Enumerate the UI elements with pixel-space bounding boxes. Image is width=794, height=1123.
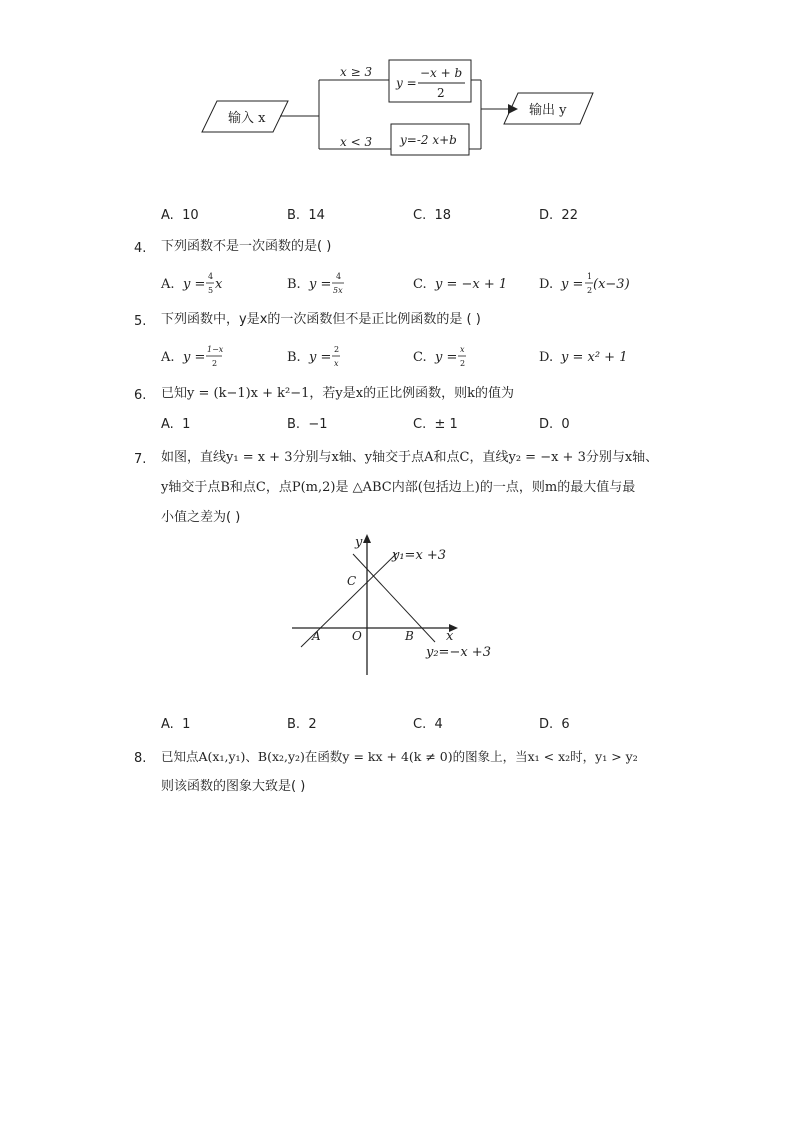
svg-text:2: 2 — [460, 359, 466, 368]
svg-text:y =: y = — [309, 350, 332, 365]
y-axis-label: y — [355, 535, 363, 550]
svg-text:A.: A. — [161, 350, 175, 365]
point-a-label: A — [312, 629, 321, 643]
question-number: 6. — [134, 388, 147, 403]
option-c[interactable]: C. 4 — [413, 717, 443, 732]
point-c-label: C — [347, 574, 357, 588]
option-c[interactable]: C. 18 — [413, 208, 452, 223]
svg-text:y =: y = — [183, 277, 206, 292]
svg-text:C.: C. — [413, 277, 427, 292]
option-c[interactable]: C. ± 1 — [413, 417, 458, 432]
coordinate-graph — [0, 530, 794, 690]
question-number: 8. — [134, 751, 147, 766]
svg-text:x: x — [460, 345, 465, 354]
svg-text:2: 2 — [212, 359, 218, 368]
svg-text:4: 4 — [208, 272, 214, 281]
option-d[interactable]: D. 6 — [539, 717, 570, 732]
line-y1-label: y₁=x +3 — [392, 548, 447, 563]
svg-text:B.: B. — [287, 277, 301, 292]
line-y2 — [353, 554, 435, 642]
svg-text:(x−3): (x−3) — [593, 277, 630, 292]
svg-text:y =: y = — [183, 350, 206, 365]
svg-text:y =: y = — [561, 277, 584, 292]
svg-text:2: 2 — [587, 286, 593, 295]
svg-text:y =: y = — [435, 350, 458, 365]
origin-label: O — [352, 629, 362, 643]
svg-text:D.: D. — [539, 277, 554, 292]
question-line-2: 则该函数的图象大致是( ) — [161, 779, 306, 794]
q5-options — [0, 341, 794, 371]
q4-options — [0, 268, 794, 298]
option-a[interactable] — [160, 345, 224, 368]
point-b-label: B — [405, 629, 414, 643]
option-d[interactable] — [539, 272, 630, 295]
output-label: 输出 y — [529, 103, 567, 118]
svg-text:A.: A. — [161, 277, 175, 292]
option-a[interactable] — [160, 272, 223, 295]
option-b[interactable] — [287, 272, 344, 295]
option-a[interactable]: A. 1 — [161, 717, 191, 732]
question-number: 5. — [134, 314, 147, 329]
svg-text:4: 4 — [336, 272, 342, 281]
svg-text:D.: D. — [539, 350, 554, 365]
option-b[interactable] — [287, 345, 340, 368]
question-line-1: 已知点A(x₁,y₁)、B(x₂,y₂)在函数y = kx + 4(k ≠ 0)的图象上，当x₁ < x₂时，y₁ > y₂ — [161, 749, 638, 764]
condition-top: x ≥ 3 — [340, 65, 373, 79]
option-a[interactable]: A. 1 — [161, 417, 191, 432]
svg-text:x: x — [215, 277, 223, 292]
option-d[interactable]: D. 22 — [539, 208, 578, 223]
box-top-numerator: −x + b — [420, 66, 463, 80]
question-line-3: 小值之差为( ) — [161, 510, 241, 525]
svg-text:1: 1 — [587, 272, 593, 281]
option-d[interactable]: D. 0 — [539, 417, 570, 432]
question-stem: 下列函数不是一次函数的是( ) — [161, 239, 332, 254]
question-stem: 下列函数中，y是x的一次函数但不是正比例函数的是 ( ) — [161, 312, 481, 327]
svg-text:C.: C. — [413, 350, 427, 365]
y-axis-arrow — [363, 534, 371, 543]
box-bottom-formula: y=-2 x+b — [400, 133, 457, 147]
box-top-denominator: 2 — [437, 86, 445, 100]
svg-text:y = x² + 1: y = x² + 1 — [561, 350, 628, 365]
flowchart — [0, 0, 794, 200]
svg-text:5x: 5x — [333, 286, 343, 295]
question-line-1: 如图，直线y₁ = x + 3分别与x轴、y轴交于点A和点C，直线y₂ = −x + 3分别与x轴、 — [161, 450, 659, 465]
option-a[interactable]: A. 10 — [161, 208, 199, 223]
option-b[interactable]: B. −1 — [287, 417, 328, 432]
svg-text:y =: y = — [309, 277, 332, 292]
question-line-2: y轴交于点B和点C，点P(m,2)是 △ABC内部(包括边上)的一点，则m的最大值与最 — [161, 480, 636, 495]
option-b[interactable]: B. 14 — [287, 208, 325, 223]
question-number: 4. — [134, 241, 147, 256]
svg-text:x: x — [334, 359, 339, 368]
svg-text:2: 2 — [334, 345, 340, 354]
svg-text:5: 5 — [208, 286, 214, 295]
svg-text:B.: B. — [287, 350, 301, 365]
x-axis-label: x — [446, 629, 454, 644]
condition-bottom: x < 3 — [340, 135, 373, 149]
option-c[interactable] — [413, 277, 507, 292]
option-b[interactable]: B. 2 — [287, 717, 317, 732]
svg-text:y = −x + 1: y = −x + 1 — [435, 277, 508, 292]
question-stem: 已知y = (k−1)x + k²−1，若y是x的正比例函数，则k的值为 — [161, 386, 514, 401]
box-top-lhs: y = — [396, 76, 417, 90]
option-c[interactable] — [413, 345, 466, 368]
option-d[interactable] — [539, 350, 627, 365]
line-y2-label: y₂=−x +3 — [426, 645, 491, 660]
question-number: 7. — [134, 452, 147, 467]
svg-text:1−x: 1−x — [207, 345, 224, 354]
input-label: 输入 x — [228, 111, 266, 126]
